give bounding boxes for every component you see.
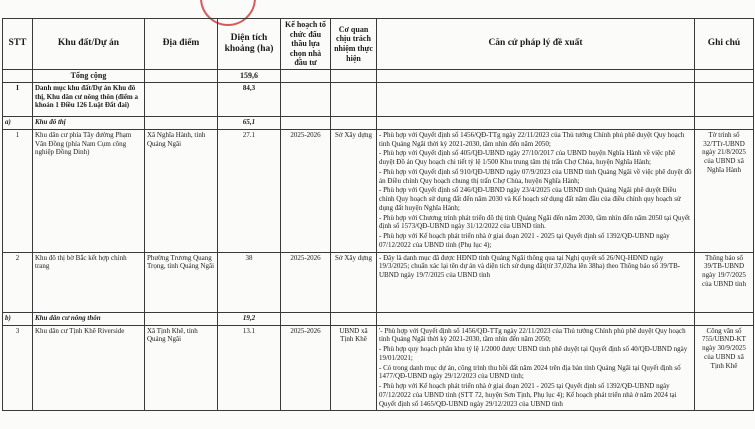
subgroup-a-stt: a): [3, 116, 33, 129]
total-area: 159,6: [218, 69, 281, 82]
row1-name: Khu dân cư phía Tây đường Phạm Văn Đồng (phía Nam Cụm công nghiệp Đồng Dinh): [33, 129, 145, 252]
row1-basis-item: - Phù hợp với Chương trình phát triển đô thị tỉnh Quảng Ngãi đến năm 2030, tầm nhìn đến năm 2050 tại Quyết định số 1573/QĐ-UBND ngày 31/12/2022 của UBND tỉnh.: [379, 213, 690, 231]
subgroup-row-a: [3, 116, 754, 129]
row3-name: Khu dân cư Tịnh Khê Riverside: [33, 325, 145, 411]
header-ke-hoach: Kế hoạch tổ chức đấu thầu lựa chọn nhà đầu tư: [281, 19, 331, 70]
row3-basis-item: - Phù hợp quy hoạch phân khu tỷ lệ 1/2000 được UBND tỉnh phê duyệt tại Quyết định số 40/QĐ-UBND ngày 19/01/2021;: [379, 345, 688, 362]
subgroup-b-stt: b): [3, 312, 33, 325]
row3-plan: 2025-2026: [281, 325, 331, 411]
header-stt: STT: [3, 19, 33, 70]
header-dien-tich: Diện tích khoảng (ha): [218, 19, 281, 70]
row1-basis-item: - Phù hợp với Quyết định số 910/QĐ-UBND ngày 07/9/2023 của UBND tỉnh Quảng Ngãi về việc phê duyệt đồ án Điều chỉnh Quy hoạch chung thị trấn Chợ Chùa, huyện Nghĩa Hành;: [379, 167, 692, 185]
row1-basis-item: - Phù hợp với Quyết định số 405/QĐ-UBND ngày 27/10/2017 của UBND huyện Nghĩa Hành về việc phê duyệt Đồ án Quy hoạch chi tiết tỷ lệ 1/500 Khu trung tâm thị trấn Chợ Chùa, huyện Nghĩa Hành;: [379, 149, 676, 167]
header-ghi-chu: Ghi chú: [695, 19, 754, 70]
group-stt: I: [3, 82, 33, 116]
row2-agency: Sở Xây dựng: [331, 252, 377, 312]
row3-stt: 3: [3, 325, 33, 411]
row2-stt: 2: [3, 252, 33, 312]
subgroup-b-area: 19,2: [218, 312, 281, 325]
row3-agency: UBND xã Tịnh Khê: [331, 325, 377, 411]
row3-basis: [377, 325, 695, 411]
row2-note: Thông báo số 39/TB-UBND ngày 19/7/2025 của UBND tỉnh: [695, 252, 754, 312]
row3-basis-item: - Phù hợp với Kế hoạch phát triển nhà ở giai đoạn 2021 - 2025 tại Quyết định số 1392/QĐ-UBND ngày 07/12/2022 của UBND tỉnh (STT 72, huyện Sơn Tịnh, Phụ lục 4); Kế hoạch phát triển nhà ở năm 2024 tại Quyết định số 1465/QĐ-UBND ngày 29/12/2023 của UBND tỉnh: [379, 382, 677, 408]
group-row: [3, 82, 754, 116]
row1-agency: Sở Xây dựng: [331, 129, 377, 252]
row1-place: Xã Nghĩa Hành, tỉnh Quảng Ngãi: [145, 129, 218, 252]
row1-area: 27.1: [218, 129, 281, 252]
row1-plan: 2025-2026: [281, 129, 331, 252]
row3-note: Công văn số 755/UBND-KT ngày 30/9/2025 của UBND xã Tịnh Khê: [695, 325, 754, 411]
subgroup-row-b: [3, 312, 754, 325]
row1-note: Tờ trình số 32/TTr-UBND ngày 21/8/2025 của UBND xã Nghĩa Hành: [695, 129, 754, 252]
row2-place: Phường Trương Quang Trọng, tỉnh Quảng Ngãi: [145, 252, 218, 312]
subgroup-a-name: Khu đô thị: [33, 116, 145, 129]
table-row: [3, 325, 754, 411]
total-label: Tổng cộng: [33, 69, 145, 82]
row2-basis-item: - Đây là danh mục đã được HĐND tỉnh Quảng Ngãi thông qua tại Nghị quyết số 26/NQ-HĐND ngày 19/3/2025; chuẩn xác lại tên dự án và diện tích sử dụng đất(từ 37,02ha lên 38ha) theo Thông báo số 39/TB-UBND ngày 19/7/2025 của UBND tỉnh: [379, 253, 681, 280]
row3-basis-item: - Có trong danh mục dự án, công trình thu hồi đất năm 2024 trên địa bàn tỉnh Quảng Ngãi tại Quyết định số 1477/QĐ-UBND ngày 29/12/2023 của UBND tỉnh;: [379, 363, 681, 381]
header-dia-diem: Địa điểm: [145, 19, 218, 70]
row2-area: 38: [218, 252, 281, 312]
land-project-table: [2, 18, 754, 411]
row3-basis-item: '- Phù hợp với Quyết định số 1456/QĐ-TTg ngày 22/11/2023 của Thủ tướng Chính phủ phê duyệt Quy hoạch tỉnh Quảng Ngãi thời kỳ 2021-2030, tầm nhìn đến năm 2050;: [379, 326, 686, 344]
row1-basis-item: - Phù hợp với Quyết định số 246/QĐ-UBND ngày 23/4/2025 của UBND tỉnh Quảng Ngãi phê duyệt Điều chỉnh Quy hoạch sử dụng đất đến năm 2030 và Kế hoạch sử dụng đất năm đầu của điều chỉnh quy hoạch sử dụng đất huyện Nghĩa Hành;: [379, 186, 681, 212]
table-row: [3, 129, 754, 252]
group-area: 84,3: [218, 82, 281, 116]
header-co-quan: Cơ quan chịu trách nhiệm thực hiện: [331, 19, 377, 70]
row2-name: Khu đô thị bờ Bắc kết hợp chỉnh trang: [33, 252, 145, 312]
header-can-cu: Căn cứ pháp lý đề xuất: [377, 19, 695, 70]
row1-basis-item: - Phù hợp với Quyết định số 1456/QĐ-TTg ngày 22/11/2023 của Thủ tướng Chính phủ phê duyệt Quy hoạch tỉnh Quảng Ngãi thời kỳ 2021-2030, tầm nhìn đến năm 2050;: [379, 130, 685, 148]
group-name: Danh mục khu đất/Dự án Khu đô thị, Khu dân cư nông thôn (điểm a khoản 1 Điều 126 Luật Đất đai): [33, 82, 145, 116]
header-khu-dat: Khu đất/Dự án: [33, 19, 145, 70]
row3-place: Xã Tịnh Khê, tỉnh Quảng Ngãi: [145, 325, 218, 411]
table-header-row: [3, 19, 754, 70]
row2-basis: [377, 252, 695, 312]
row3-area: 13.1: [218, 325, 281, 411]
row1-stt: 1: [3, 129, 33, 252]
row1-basis: [377, 129, 695, 252]
row1-basis-item: - Phù hợp với Kế hoạch phát triển nhà ở giai đoạn 2021 - 2025 tại Quyết định số 1392/QĐ-UBND ngày 07/12/2022 của UBND tỉnh (Phụ lục 4);: [379, 232, 670, 249]
subgroup-a-area: 65,1: [218, 116, 281, 129]
table-row: [3, 252, 754, 312]
subgroup-b-name: Khu dân cư nông thôn: [33, 312, 145, 325]
total-row: [3, 69, 754, 82]
row2-plan: 2025-2026: [281, 252, 331, 312]
